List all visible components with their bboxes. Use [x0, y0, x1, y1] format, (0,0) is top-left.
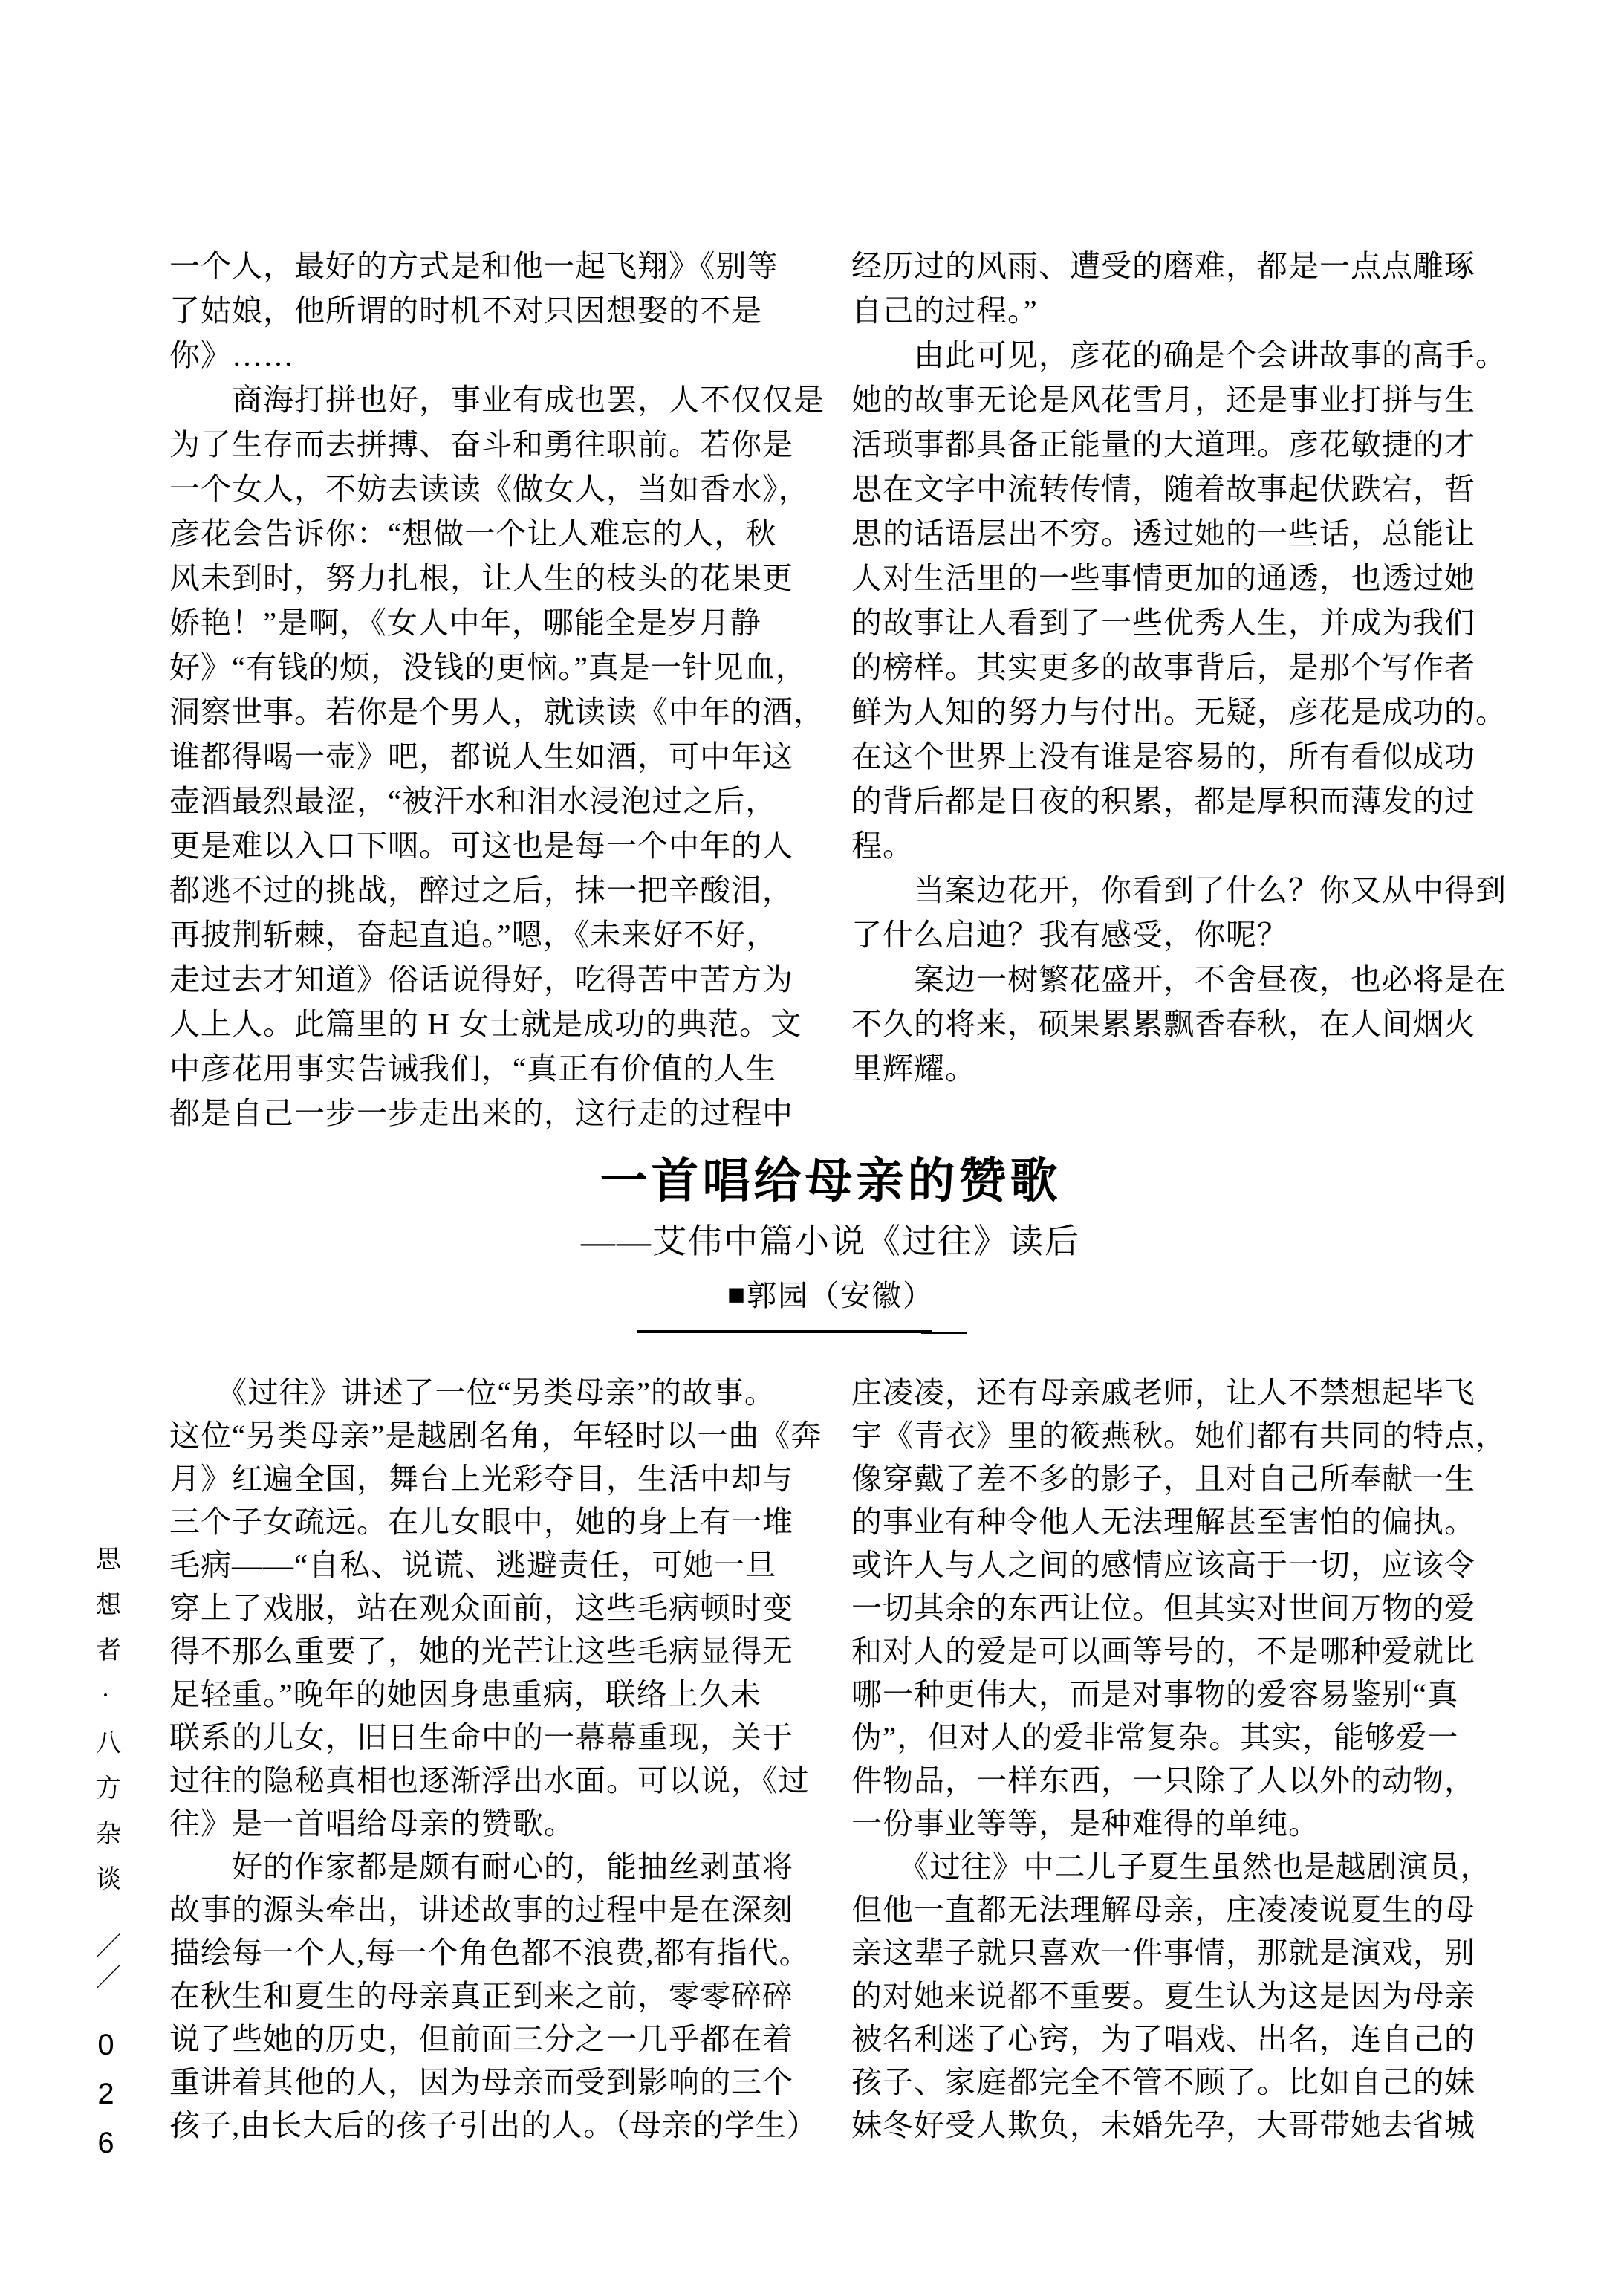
text-line: 了什么启迪？我有感受，你呢？: [851, 918, 1288, 952]
text-line: 宇《青衣》里的筱燕秋。她们都有共同的特点，: [851, 1419, 1507, 1453]
text-line: 更是难以入口下咽。可这也是每一个中年的人: [169, 829, 793, 863]
text-line: 思的话语层出不穷。透过她的一些话，总能让: [851, 516, 1475, 551]
text-line: 庄凌凌，还有母亲戚老师，让人不禁想起毕飞: [851, 1375, 1475, 1410]
text-line: 重讲着其他的人，因为母亲而受到影响的三个: [169, 2065, 793, 2099]
text-line: 里辉耀。: [851, 1051, 976, 1086]
text-line: 妹冬好受人欺负，未婚先孕，大哥带她去省城: [851, 2108, 1475, 2142]
article-author: [167, 1277, 1494, 1312]
text-line: 洞察世事。若你是个男人，就读读《中年的酒，: [169, 695, 825, 729]
text-line: 走过去才知道》俗话说得好，吃得苦中苦方为: [169, 962, 793, 996]
text-line: 联系的儿女，旧日生命中的一幕幕重现，关于: [169, 1720, 793, 1754]
text-line: 月》红遍全国，舞台上光彩夺目，生活中却与: [169, 1462, 793, 1496]
text-line: 好》“有钱的烦，没钱的更恼。”真是一针见血，: [169, 650, 807, 684]
text-line: 一份事业等等，是种难得的单纯。: [851, 1806, 1319, 1841]
text-line: 哪一种更伟大，而是对事物的爱容易鉴别“真: [851, 1677, 1459, 1711]
text-line: 思在文字中流转传情，随着故事起伏跌宕，哲: [851, 472, 1475, 506]
text-line: 孩子,由长大后的孩子引出的人。（母亲的学生）: [169, 2108, 818, 2142]
text-line: 《过往》讲述了一位“另类母亲”的故事。: [169, 1375, 776, 1410]
text-line: 过往的隐秘真相也逐渐浮出水面。可以说，《过: [169, 1763, 810, 1798]
text-line: 你》……: [169, 338, 294, 372]
text-line: 在秋生和夏生的母亲真正到来之前，零零碎碎: [169, 1979, 793, 2013]
text-line: 都逃不过的挑战，醉过之后，抹一把辛酸泪，: [169, 873, 793, 907]
text-line: 件物品，一样东西，一只除了人以外的动物，: [851, 1763, 1475, 1798]
author-name: 郭园（安徽）: [747, 1279, 935, 1312]
text-line: 描绘每一个人,每一个角色都不浪费,都有指代。: [169, 1936, 811, 1970]
text-line: 故事的源头牵出，讲述故事的过程中是在深刻: [169, 1893, 793, 1927]
text-line: 中彦花用事实告诫我们，“真正有价值的人生: [169, 1051, 777, 1086]
text-line: 她的故事无论是风花雪月，还是事业打拼与生: [851, 383, 1475, 417]
top-left-column: [169, 244, 825, 1135]
text-line: 的对她来说都不重要。夏生认为这是因为母亲: [851, 1979, 1475, 2013]
top-right-column: [851, 244, 1507, 1091]
text-line: 风未到时，努力扎根，让人生的枝头的花果更: [169, 561, 793, 595]
text-line: 这位“另类母亲”是越剧名角，年轻时以一曲《奔: [169, 1419, 822, 1453]
author-square-marker: ■: [727, 1277, 747, 1311]
text-line: 娇艳！”是啊，《女人中年，哪能全是岁月静: [169, 606, 761, 640]
text-line: 被名利迷了心窍，为了唱戏、出名，连自己的: [851, 2022, 1475, 2056]
page-edge-sidebar: [89, 1546, 122, 2176]
sidebar-slash-marks: ／／: [91, 1933, 120, 1995]
text-line: 毛病——“自私、说谎、逃避责任，可她一旦: [169, 1548, 777, 1582]
text-line: 经历过的风雨、遭受的磨难，都是一点点雕琢: [851, 249, 1475, 283]
text-line: 活琐事都具备正能量的大道理。彦花敏捷的才: [851, 427, 1475, 461]
text-line: 或许人与人之间的感情应该高于一切，应该令: [851, 1548, 1475, 1582]
article-subtitle: ——艾伟中篇小说《过往》读后: [581, 1222, 1080, 1260]
text-line: 的榜样。其实更多的故事背后，是那个写作者: [851, 650, 1475, 684]
text-line: 孩子、家庭都完全不管不顾了。比如自己的妹: [851, 2065, 1475, 2099]
text-line: 壶酒最烈最涩，“被汗水和泪水浸泡过之后，: [169, 784, 777, 818]
text-line: 商海打拼也好，事业有成也罢，人不仅仅是: [169, 383, 825, 417]
article-title: 一首唱给母亲的赞歌: [600, 1154, 1062, 1208]
bottom-right-column: [851, 1371, 1507, 2147]
text-line: 一个女人，不妨去读读《做女人，当如香水》，: [169, 472, 810, 506]
text-line: 好的作家都是颇有耐心的，能抽丝剥茧将: [169, 1850, 793, 1884]
text-line: 穿上了戏服，站在观众面前，这些毛病顿时变: [169, 1591, 793, 1625]
text-line: 再披荆斩棘，奋起直追。”嗯，《未来好不好，: [169, 918, 778, 952]
page-number: 026: [89, 2029, 123, 2176]
text-line: 谁都得喝一壶》吧，都说人生如酒，可中年这: [169, 739, 793, 774]
text-line: 三个子女疏远。在儿女眼中，她的身上有一堆: [169, 1505, 793, 1539]
text-line: 了姑娘，他所谓的时机不对只因想娶的不是: [169, 294, 762, 328]
text-line: 彦花会告诉你：“想做一个让人难忘的人，秋: [169, 516, 777, 551]
text-line: 亲这辈子就只喜欢一件事情，那就是演戏，别: [851, 1936, 1475, 1970]
text-line: 说了些她的历史，但前面三分之一几乎都在着: [169, 2022, 793, 2056]
text-line: 自己的过程。”: [851, 294, 1038, 328]
text-line: 的故事让人看到了一些优秀人生，并成为我们: [851, 606, 1475, 640]
header-rule: [637, 1330, 932, 1333]
text-line: 得不那么重要了，她的光芒让这些毛病显得无: [169, 1634, 793, 1668]
text-line: 和对人的爱是可以画等号的，不是哪种爱就比: [851, 1634, 1475, 1668]
text-line: 伪”，但对人的爱非常复杂。其实，能够爱一: [851, 1720, 1459, 1754]
text-line: 一个人，最好的方式是和他一起飞翔》《别等: [169, 249, 779, 283]
section-label: 思想者·八方杂谈: [91, 1546, 120, 1910]
text-line: 的背后都是日夜的积累，都是厚积而薄发的过: [851, 784, 1475, 818]
text-line: 在这个世界上没有谁是容易的，所有看似成功: [851, 739, 1475, 774]
bottom-left-column: [169, 1371, 822, 2147]
text-line: 的事业有种令他人无法理解甚至害怕的偏执。: [851, 1505, 1475, 1539]
text-line: 案边一树繁花盛开，不舍昼夜，也必将是在: [851, 962, 1507, 996]
text-line: 不久的将来，硕果累累飘香春秋，在人间烟火: [851, 1007, 1475, 1041]
text-line: 但他一直都无法理解母亲，庄凌凌说夏生的母: [851, 1893, 1475, 1927]
text-line: 人上人。此篇里的 H 女士就是成功的典范。文: [169, 1007, 802, 1041]
text-line: 往》是一首唱给母亲的赞歌。: [169, 1806, 575, 1841]
text-line: 鲜为人知的努力与付出。无疑，彦花是成功的。: [851, 695, 1507, 729]
text-line: 《过往》中二儿子夏生虽然也是越剧演员，: [851, 1850, 1492, 1884]
text-line: 足轻重。”晚年的她因身患重病，联络上久未: [169, 1677, 761, 1711]
text-line: 为了生存而去拼搏、奋斗和勇往职前。若你是: [169, 427, 793, 461]
text-line: 人对生活里的一些事情更加的通透，也透过她: [851, 561, 1475, 595]
article-header: [167, 1153, 1494, 1312]
text-line: 程。: [851, 829, 914, 863]
text-line: 一切其余的东西让位。但其实对世间万物的爱: [851, 1591, 1475, 1625]
text-line: 由此可见，彦花的确是个会讲故事的高手。: [851, 338, 1507, 372]
header-rule-tail: [921, 1332, 967, 1334]
text-line: 当案边花开，你看到了什么？你又从中得到: [851, 873, 1507, 907]
text-line: 都是自己一步一步走出来的，这行走的过程中: [169, 1096, 793, 1130]
text-line: 像穿戴了差不多的影子，且对自己所奉献一生: [851, 1462, 1475, 1496]
